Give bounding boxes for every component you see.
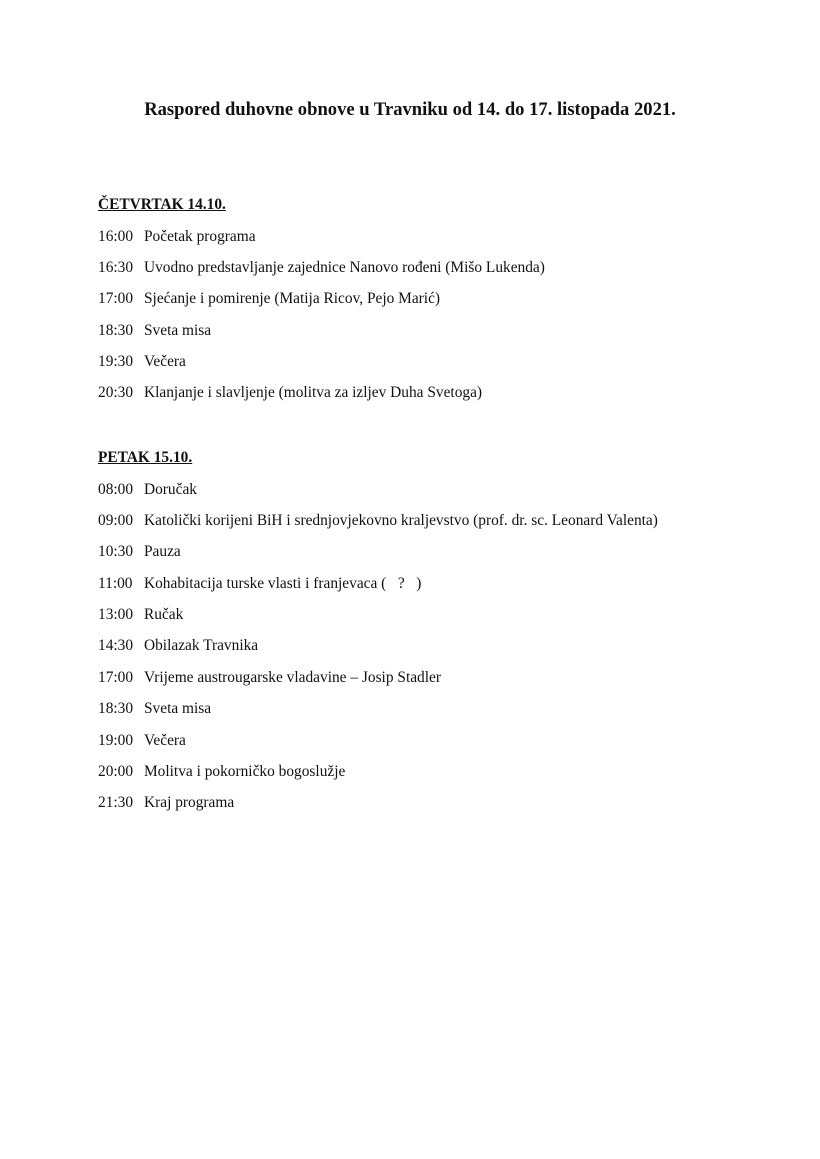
day-section-thursday bbox=[98, 195, 748, 415]
schedule-item bbox=[98, 605, 748, 636]
item-time: 19:30 bbox=[98, 353, 134, 371]
schedule-item bbox=[98, 227, 748, 258]
item-time: 11:00 bbox=[98, 574, 133, 592]
item-activity: Sveta misa bbox=[144, 700, 212, 718]
item-activity: Klanjanje i slavljenje (molitva za izljev Duha Svetoga) bbox=[144, 384, 483, 402]
item-activity: Uvodno predstavljanje zajednice Nanovo rođeni (Mišo Lukenda) bbox=[144, 258, 545, 276]
schedule-item bbox=[98, 542, 748, 573]
item-activity: Kohabitacija turske vlasti i franjevaca ( ? ) bbox=[144, 574, 422, 592]
item-activity: Večera bbox=[144, 731, 186, 749]
schedule-item bbox=[98, 762, 748, 793]
item-time: 21:30 bbox=[98, 794, 134, 812]
item-time: 14:30 bbox=[98, 637, 134, 655]
item-activity: Večera bbox=[144, 353, 186, 371]
item-activity: Pauza bbox=[144, 543, 181, 561]
item-time: 19:00 bbox=[98, 731, 134, 749]
schedule-list bbox=[98, 480, 748, 825]
day-heading: ČETVRTAK 14.10. bbox=[98, 196, 226, 213]
schedule-item bbox=[98, 258, 748, 289]
item-activity: Početak programa bbox=[144, 227, 256, 245]
item-activity: Sjećanje i pomirenje (Matija Ricov, Pejo Marić) bbox=[144, 290, 441, 308]
item-time: 08:00 bbox=[98, 480, 134, 498]
day-heading: PETAK 15.10. bbox=[98, 449, 193, 466]
schedule-item bbox=[98, 352, 748, 383]
item-time: 18:30 bbox=[98, 321, 134, 339]
item-time: 20:00 bbox=[98, 763, 134, 781]
schedule-item bbox=[98, 699, 748, 730]
item-activity: Katolički korijeni BiH i srednjovjekovno kraljevstvo (prof. dr. sc. Leonard Valenta) bbox=[144, 511, 658, 529]
item-time: 16:00 bbox=[98, 227, 134, 245]
item-time: 13:00 bbox=[98, 606, 134, 624]
schedule-item bbox=[98, 731, 748, 762]
item-activity: Doručak bbox=[144, 480, 197, 498]
item-activity: Kraj programa bbox=[144, 794, 235, 812]
item-time: 16:30 bbox=[98, 258, 134, 276]
document-title: Raspored duhovne obnove u Travniku od 14. do 17. listopada 2021. bbox=[144, 99, 676, 120]
item-activity: Obilazak Travnika bbox=[144, 637, 259, 655]
item-activity: Vrijeme austrougarske vladavine – Josip Stadler bbox=[144, 668, 441, 686]
item-time: 18:30 bbox=[98, 700, 134, 718]
schedule-item bbox=[98, 289, 748, 320]
item-time: 10:30 bbox=[98, 543, 134, 561]
schedule-list bbox=[98, 227, 748, 415]
schedule-item bbox=[98, 793, 748, 824]
item-time: 09:00 bbox=[98, 511, 134, 529]
schedule-item bbox=[98, 383, 748, 414]
item-activity: Sveta misa bbox=[144, 321, 212, 339]
item-time: 20:30 bbox=[98, 384, 134, 402]
schedule-item bbox=[98, 574, 748, 605]
schedule-item bbox=[98, 636, 748, 667]
schedule-item bbox=[98, 668, 748, 699]
item-activity: Ručak bbox=[144, 606, 184, 624]
item-activity: Molitva i pokorničko bogoslužje bbox=[144, 763, 346, 781]
item-time: 17:00 bbox=[98, 668, 134, 686]
schedule-item bbox=[98, 321, 748, 352]
item-time: 17:00 bbox=[98, 290, 134, 308]
schedule-item bbox=[98, 480, 748, 511]
day-section-friday bbox=[98, 448, 748, 825]
schedule-item bbox=[98, 511, 748, 542]
